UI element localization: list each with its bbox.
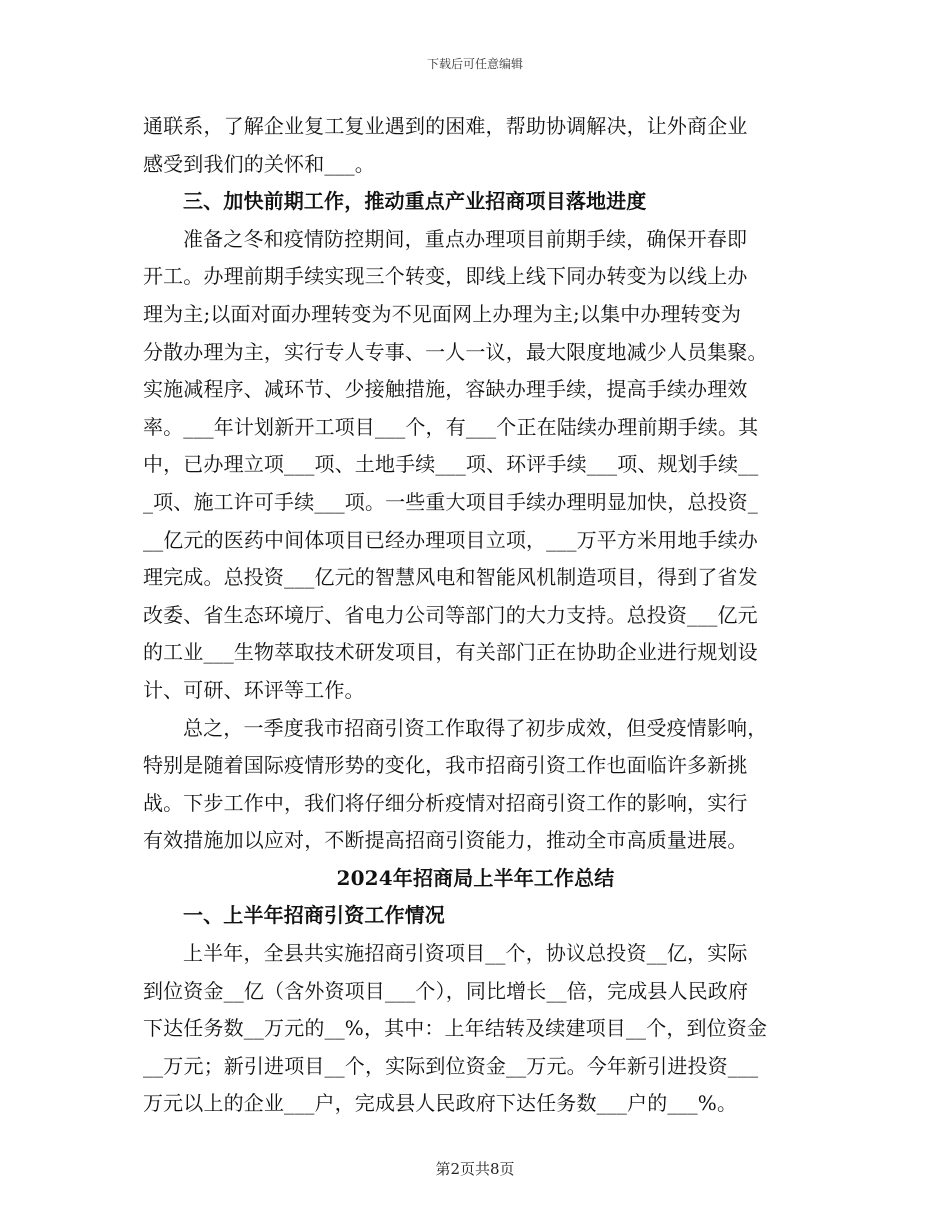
- text-line: 开工。办理前期手续实现三个转变，即线上线下同办转变为以线上办: [143, 264, 748, 289]
- text-line: 实施减程序、减环节、少接触措施，容缺办理手续，提高手续办理效: [143, 377, 748, 402]
- text-line: 率。___年计划新开工项目___个，有___个正在陆续办理前期手续。其: [143, 414, 759, 439]
- text-line: 分散办理为主，实行专人专事、一人一议，最大限度地减少人员集聚。: [143, 339, 768, 364]
- section-heading: 三、加快前期工作，推动重点产业招商项目落地进度: [183, 189, 647, 214]
- text-line: 万元以上的企业___户，完成县人民政府下达任务数___户的___%。: [143, 1091, 738, 1116]
- text-line: 中，已办理立项___项、土地手续___项、环评手续___项、规划手续__: [143, 452, 759, 477]
- text-line: 理完成。总投资___亿元的智慧风电和智能风机制造项目，得到了省发: [143, 565, 758, 590]
- document-title: 2024年招商局上半年工作总结: [336, 865, 615, 890]
- document-body: [143, 108, 808, 1123]
- text-line: 理为主;以面对面办理转变为不见面网上办理为主;以集中办理转变为: [143, 301, 742, 326]
- text-line: 总之，一季度我市招商引资工作取得了初步成效，但受疫情影响，: [183, 715, 768, 740]
- text-line: 的工业___生物萃取技术研发项目，有关部门正在协助企业进行规划设: [143, 640, 758, 665]
- text-line: 有效措施加以应对，不断提高招商引资能力，推动全市高质量进展。: [143, 828, 748, 853]
- text-line: 改委、省生态环境厅、省电力公司等部门的大力支持。总投资___亿元: [143, 602, 758, 627]
- text-line: _项、施工许可手续___项。一些重大项目手续办理明显加快，总投资_: [143, 489, 758, 514]
- text-line: __亿元的医药中间体项目已经办理项目立项，___万平方米用地手续办: [143, 527, 758, 552]
- page-footer: 第2页共8页: [435, 1160, 515, 1178]
- text-line: 特别是随着国际疫情形势的变化，我市招商引资工作也面临许多新挑: [143, 753, 748, 778]
- text-line: 战。下步工作中，我们将仔细分析疫情对招商引资工作的影响，实行: [143, 790, 748, 815]
- text-line: 通联系，了解企业复工复业遇到的困难，帮助协调解决，让外商企业: [143, 114, 748, 138]
- page-header: 下载后可任意编辑: [426, 57, 523, 71]
- text-line: 计、可研、环评等工作。: [143, 677, 365, 702]
- text-line: 感受到我们的关怀和___。: [143, 151, 375, 176]
- text-line: 准备之冬和疫情防控期间，重点办理项目前期手续，确保开春即: [183, 226, 748, 251]
- text-line: 下达任务数__万元的__%，其中：上年结转及续建项目__个，到位资金: [143, 1016, 768, 1041]
- text-line: 上半年，全县共实施招商引资项目__个，协议总投资__亿，实际: [183, 941, 748, 966]
- text-line: 到位资金__亿（含外资项目___个），同比增长__倍，完成县人民政府: [143, 978, 749, 1003]
- section-heading: 一、上半年招商引资工作情况: [183, 903, 445, 928]
- text-line: __万元；新引进项目__个，实际到位资金__万元。今年新引进投资___: [143, 1053, 759, 1078]
